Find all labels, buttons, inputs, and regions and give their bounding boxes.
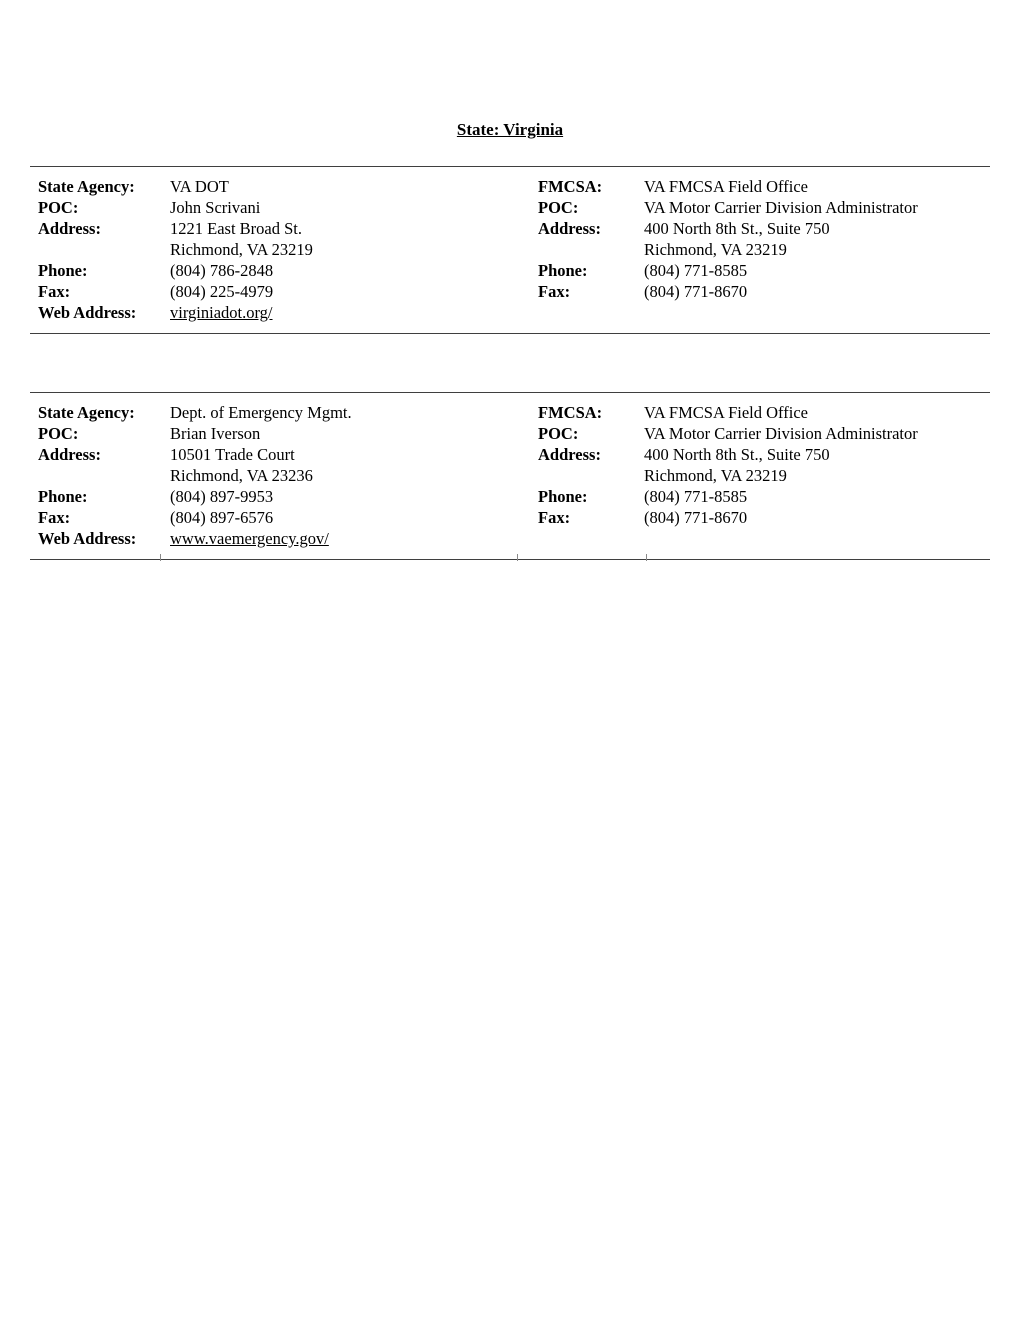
- address-line1: 10501 Trade Court: [170, 445, 295, 464]
- poc-label: POC:: [538, 198, 579, 217]
- poc-value: John Scrivani: [170, 198, 261, 217]
- address-line2: Richmond, VA 23219: [170, 240, 313, 259]
- poc-label: POC:: [38, 198, 79, 217]
- state-agency-label: State Agency:: [38, 403, 135, 422]
- address-line2: Richmond, VA 23219: [644, 240, 787, 259]
- address-label: Address:: [38, 445, 101, 464]
- address-line1: 400 North 8th St., Suite 750: [644, 445, 830, 464]
- phone-label: Phone:: [538, 261, 588, 280]
- block-gap: [0, 334, 1020, 392]
- column-tick: [160, 554, 161, 561]
- address-label: Address:: [38, 219, 101, 238]
- address-line2: Richmond, VA 23219: [644, 466, 787, 485]
- poc-label: POC:: [38, 424, 79, 443]
- web-address-label: Web Address:: [38, 303, 137, 322]
- poc-value: VA Motor Carrier Division Administrator: [644, 424, 918, 443]
- phone-label: Phone:: [38, 261, 88, 280]
- web-address-link[interactable]: www.vaemergency.gov/: [170, 529, 329, 548]
- web-address-label: Web Address:: [38, 529, 137, 548]
- fax-value: (804) 771-8670: [644, 282, 748, 301]
- web-address-link[interactable]: virginiadot.org/: [170, 303, 273, 322]
- fax-label: Fax:: [38, 508, 71, 527]
- address-label: Address:: [538, 219, 601, 238]
- contact-block-2: [0, 393, 1020, 559]
- spacer-cell: [538, 239, 644, 260]
- fmcsa-label: FMCSA:: [538, 403, 603, 422]
- column-tick: [646, 554, 647, 561]
- fmcsa-value: VA FMCSA Field Office: [644, 177, 808, 196]
- state-agency-value: Dept. of Emergency Mgmt.: [170, 403, 352, 422]
- column-tick: [517, 554, 518, 561]
- page-title: State: Virginia: [456, 120, 564, 139]
- phone-label: Phone:: [538, 487, 588, 506]
- address-label: Address:: [538, 445, 601, 464]
- fax-label: Fax:: [38, 282, 71, 301]
- state-agency-value: VA DOT: [170, 177, 229, 196]
- spacer-cell: [38, 239, 170, 260]
- poc-label: POC:: [538, 424, 579, 443]
- phone-value: (804) 771-8585: [644, 261, 748, 280]
- fax-value: (804) 897-6576: [170, 508, 274, 527]
- fmcsa-label: FMCSA:: [538, 177, 603, 196]
- phone-label: Phone:: [38, 487, 88, 506]
- fmcsa-value: VA FMCSA Field Office: [644, 403, 808, 422]
- fax-label: Fax:: [538, 508, 571, 527]
- divider-bottom-block-2: [30, 559, 990, 560]
- fax-label: Fax:: [538, 282, 571, 301]
- spacer-cell: [38, 465, 170, 486]
- address-line1: 1221 East Broad St.: [170, 219, 302, 238]
- spacer-cell: [644, 528, 986, 549]
- poc-value: VA Motor Carrier Division Administrator: [644, 198, 918, 217]
- fax-value: (804) 225-4979: [170, 282, 274, 301]
- fax-value: (804) 771-8670: [644, 508, 748, 527]
- poc-value: Brian Iverson: [170, 424, 261, 443]
- contact-block-1: [0, 167, 1020, 333]
- spacer-cell: [644, 302, 986, 323]
- phone-value: (804) 771-8585: [644, 487, 748, 506]
- spacer-cell: [538, 528, 644, 549]
- state-agency-label: State Agency:: [38, 177, 135, 196]
- address-line1: 400 North 8th St., Suite 750: [644, 219, 830, 238]
- phone-value: (804) 897-9953: [170, 487, 274, 506]
- spacer-cell: [538, 465, 644, 486]
- phone-value: (804) 786-2848: [170, 261, 274, 280]
- spacer-cell: [538, 302, 644, 323]
- address-line2: Richmond, VA 23236: [170, 466, 313, 485]
